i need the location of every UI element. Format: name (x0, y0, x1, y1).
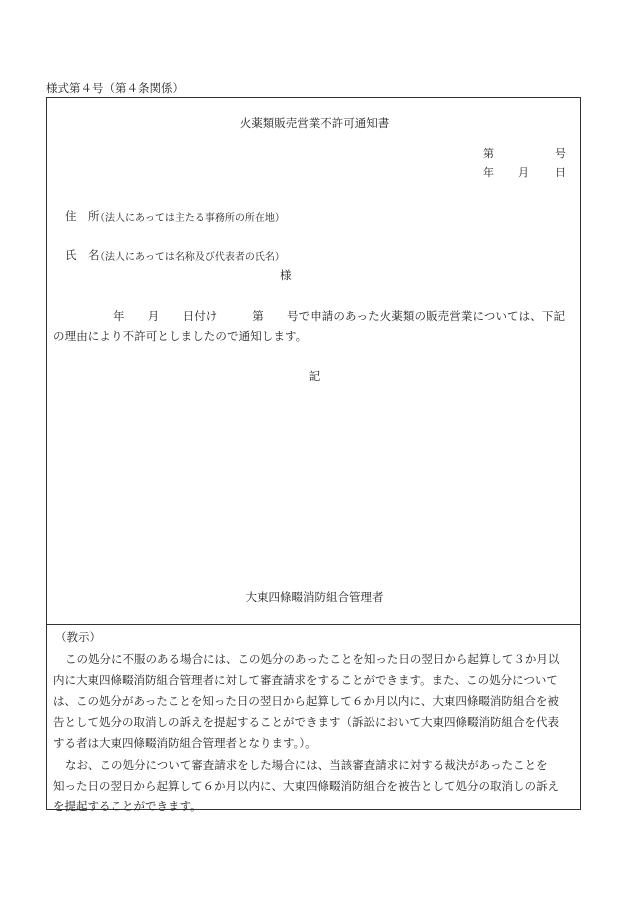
name-label: 氏 名 (65, 248, 100, 262)
appeal-notice-line: 知った日の翌日から起算して６か月以内に、大東四條畷消防組合を被告として処分の取消しの訴え (53, 779, 559, 793)
body-text-line: の理由により不許可としましたので通知します。 (53, 329, 308, 343)
document-number-prefix: 第 (483, 147, 494, 160)
appeal-notice-line: する者は大東四條畷消防組合管理者となります。）。 (53, 736, 317, 750)
appeal-notice-line: は、この処分があったことを知った日の翌日から起算して６か月以内に、大東四條畷消防組合を被 (53, 694, 559, 708)
appeal-notice-line: 告として処分の取消しの訴えを提起することができます（訴訟において大東四條畷消防組合を代表 (53, 715, 559, 729)
signatory: 大東四條畷消防組合管理者 (245, 590, 384, 604)
form-label: 様式第４号（第４条関係） (46, 81, 184, 95)
document-title: 火薬類販売営業不許可通知書 (239, 116, 390, 130)
appeal-notice-line: この処分に不服のある場合には、この処分のあったことを知った日の翌日から起算して３か月以 (65, 652, 560, 666)
appeal-notice-line: を提起することができます。 (53, 799, 202, 813)
honorific-sama: 様 (280, 268, 292, 282)
notice-document-box (46, 97, 581, 625)
body-text-line: 年 月 日付け 第 号で申請のあった火薬類の販売営業については、下記 (113, 309, 566, 323)
date-year-label: 年 (483, 166, 494, 179)
date-month-label: 月 (518, 166, 529, 179)
ki-heading: 記 (308, 369, 321, 383)
name-note: （法人にあっては名称及び代表者の氏名） (95, 252, 285, 263)
date-day-label: 日 (555, 166, 566, 179)
document-number-suffix: 号 (555, 147, 566, 160)
appeal-notice-line: 内に大東四條畷消防組合管理者に対して審査請求をすることができます。また、この処分について (53, 673, 558, 687)
address-label: 住 所 (65, 209, 100, 223)
appeal-notice-line: なお、この処分について審査請求をした場合には、当該審査請求に対する裁決があったことを (65, 758, 548, 772)
appeal-notice-box (46, 625, 581, 813)
appeal-notice-heading: （教示） (55, 630, 101, 644)
address-note: （法人にあっては主たる事務所の所在地） (95, 213, 285, 224)
